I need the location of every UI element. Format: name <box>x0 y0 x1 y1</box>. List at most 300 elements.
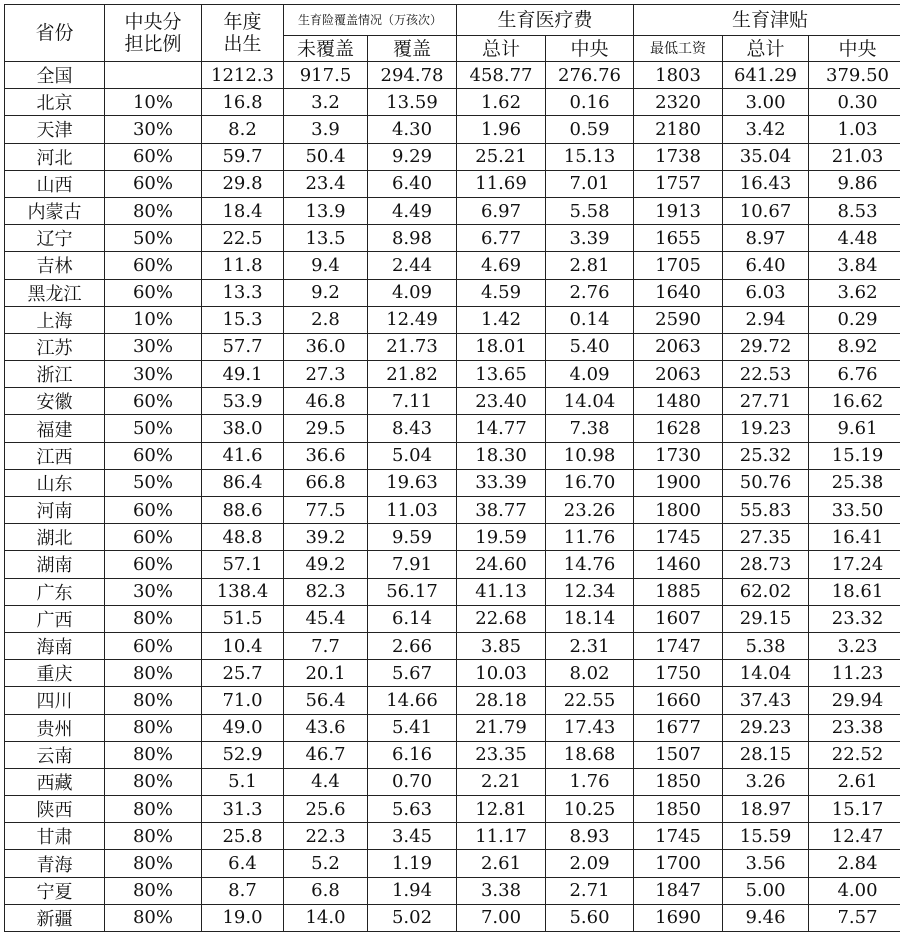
medical-central-cell: 17.43 <box>546 714 634 741</box>
table-header <box>5 5 900 62</box>
allowance-central-cell: 3.84 <box>809 252 900 279</box>
table-row <box>5 497 900 524</box>
header-annual-births <box>202 5 284 62</box>
table-row <box>5 877 900 904</box>
insurance-uncovered-cell: 14.0 <box>284 904 368 931</box>
central-share-cell: 80% <box>105 796 202 823</box>
medical-total-cell: 28.18 <box>457 687 546 714</box>
annual-births-cell: 6.4 <box>202 850 284 877</box>
medical-total-cell: 6.77 <box>457 225 546 252</box>
allowance-total-cell: 22.53 <box>723 361 809 388</box>
table-row <box>5 442 900 469</box>
header-insurance-uncovered: 未覆盖 <box>284 36 368 62</box>
annual-births-cell: 59.7 <box>202 143 284 170</box>
allowance-central-cell: 8.92 <box>809 333 900 360</box>
header-insurance-covered: 覆盖 <box>368 36 457 62</box>
insurance-covered-cell: 2.66 <box>368 632 457 659</box>
min-wage-cell: 2180 <box>634 116 723 143</box>
min-wage-cell: 1850 <box>634 796 723 823</box>
allowance-central-cell: 16.41 <box>809 524 900 551</box>
min-wage-cell: 1677 <box>634 714 723 741</box>
insurance-covered-cell: 7.91 <box>368 551 457 578</box>
allowance-total-cell: 10.67 <box>723 197 809 224</box>
central-share-cell: 80% <box>105 741 202 768</box>
annual-births-cell: 11.8 <box>202 252 284 279</box>
min-wage-cell: 1745 <box>634 524 723 551</box>
province-cell: 内蒙古 <box>5 197 105 224</box>
province-cell: 贵州 <box>5 714 105 741</box>
province-cell: 宁夏 <box>5 877 105 904</box>
medical-total-cell: 2.61 <box>457 850 546 877</box>
min-wage-cell: 1690 <box>634 904 723 931</box>
province-cell: 青海 <box>5 850 105 877</box>
insurance-uncovered-cell: 27.3 <box>284 361 368 388</box>
medical-central-cell: 5.58 <box>546 197 634 224</box>
insurance-covered-cell: 0.70 <box>368 768 457 795</box>
province-cell: 天津 <box>5 116 105 143</box>
header-medical-total: 总计 <box>457 36 546 62</box>
medical-total-cell: 2.21 <box>457 768 546 795</box>
allowance-central-cell: 0.29 <box>809 306 900 333</box>
medical-central-cell: 1.76 <box>546 768 634 795</box>
table-row <box>5 252 900 279</box>
min-wage-cell: 1750 <box>634 660 723 687</box>
allowance-total-cell: 62.02 <box>723 578 809 605</box>
medical-total-cell: 11.69 <box>457 170 546 197</box>
province-cell: 福建 <box>5 415 105 442</box>
central-share-cell: 60% <box>105 279 202 306</box>
header-annual-births-line2: 出生 <box>223 33 262 55</box>
insurance-uncovered-cell: 6.8 <box>284 877 368 904</box>
medical-central-cell: 18.68 <box>546 741 634 768</box>
table-row <box>5 89 900 116</box>
table-row <box>5 660 900 687</box>
table-row <box>5 116 900 143</box>
min-wage-cell: 2320 <box>634 89 723 116</box>
min-wage-cell: 1885 <box>634 578 723 605</box>
medical-central-cell: 8.93 <box>546 823 634 850</box>
allowance-total-cell: 6.40 <box>723 252 809 279</box>
central-share-cell: 30% <box>105 116 202 143</box>
allowance-central-cell: 12.47 <box>809 823 900 850</box>
medical-central-cell: 2.09 <box>546 850 634 877</box>
allowance-central-cell: 16.62 <box>809 388 900 415</box>
annual-births-cell: 5.1 <box>202 768 284 795</box>
header-medical-central: 中央 <box>546 36 634 62</box>
insurance-covered-cell: 4.09 <box>368 279 457 306</box>
medical-central-cell: 5.40 <box>546 333 634 360</box>
insurance-covered-cell: 1.19 <box>368 850 457 877</box>
min-wage-cell: 1847 <box>634 877 723 904</box>
allowance-central-cell: 2.61 <box>809 768 900 795</box>
table-row <box>5 578 900 605</box>
header-allowance-total: 总计 <box>723 36 809 62</box>
medical-central-cell: 276.76 <box>546 62 634 89</box>
medical-central-cell: 0.16 <box>546 89 634 116</box>
insurance-uncovered-cell: 3.9 <box>284 116 368 143</box>
insurance-covered-cell: 2.44 <box>368 252 457 279</box>
central-share-cell: 60% <box>105 143 202 170</box>
insurance-covered-cell: 4.30 <box>368 116 457 143</box>
insurance-uncovered-cell: 50.4 <box>284 143 368 170</box>
medical-central-cell: 0.14 <box>546 306 634 333</box>
table-body <box>5 62 900 932</box>
insurance-uncovered-cell: 77.5 <box>284 497 368 524</box>
table-row <box>5 823 900 850</box>
medical-central-cell: 0.59 <box>546 116 634 143</box>
province-cell: 江西 <box>5 442 105 469</box>
table-row <box>5 361 900 388</box>
medical-total-cell: 22.68 <box>457 605 546 632</box>
min-wage-cell: 1640 <box>634 279 723 306</box>
insurance-uncovered-cell: 45.4 <box>284 605 368 632</box>
insurance-uncovered-cell: 9.2 <box>284 279 368 306</box>
central-share-cell: 50% <box>105 469 202 496</box>
insurance-uncovered-cell: 39.2 <box>284 524 368 551</box>
allowance-central-cell: 22.52 <box>809 741 900 768</box>
allowance-central-cell: 6.76 <box>809 361 900 388</box>
medical-central-cell: 2.76 <box>546 279 634 306</box>
province-cell: 河南 <box>5 497 105 524</box>
annual-births-cell: 10.4 <box>202 632 284 659</box>
medical-total-cell: 14.77 <box>457 415 546 442</box>
central-share-cell: 80% <box>105 197 202 224</box>
annual-births-cell: 38.0 <box>202 415 284 442</box>
medical-central-cell: 16.70 <box>546 469 634 496</box>
insurance-covered-cell: 1.94 <box>368 877 457 904</box>
min-wage-cell: 1480 <box>634 388 723 415</box>
medical-total-cell: 24.60 <box>457 551 546 578</box>
allowance-total-cell: 50.76 <box>723 469 809 496</box>
insurance-covered-cell: 6.16 <box>368 741 457 768</box>
allowance-total-cell: 2.94 <box>723 306 809 333</box>
annual-births-cell: 49.0 <box>202 714 284 741</box>
annual-births-cell: 25.8 <box>202 823 284 850</box>
province-cell: 浙江 <box>5 361 105 388</box>
annual-births-cell: 31.3 <box>202 796 284 823</box>
annual-births-cell: 8.2 <box>202 116 284 143</box>
province-cell: 海南 <box>5 632 105 659</box>
table-row <box>5 197 900 224</box>
central-share-cell: 10% <box>105 306 202 333</box>
annual-births-cell: 13.3 <box>202 279 284 306</box>
province-cell: 河北 <box>5 143 105 170</box>
table-row <box>5 605 900 632</box>
province-cell: 广东 <box>5 578 105 605</box>
min-wage-cell: 1800 <box>634 497 723 524</box>
insurance-covered-cell: 9.29 <box>368 143 457 170</box>
province-cell: 广西 <box>5 605 105 632</box>
allowance-central-cell: 3.23 <box>809 632 900 659</box>
min-wage-cell: 1745 <box>634 823 723 850</box>
header-province: 省份 <box>5 5 105 62</box>
annual-births-cell: 57.1 <box>202 551 284 578</box>
table-row <box>5 850 900 877</box>
allowance-central-cell: 8.53 <box>809 197 900 224</box>
insurance-uncovered-cell: 46.8 <box>284 388 368 415</box>
allowance-central-cell: 25.38 <box>809 469 900 496</box>
allowance-central-cell: 3.62 <box>809 279 900 306</box>
min-wage-cell: 1705 <box>634 252 723 279</box>
central-share-cell: 80% <box>105 823 202 850</box>
central-share-cell: 60% <box>105 170 202 197</box>
medical-total-cell: 23.40 <box>457 388 546 415</box>
min-wage-cell: 2590 <box>634 306 723 333</box>
insurance-covered-cell: 5.67 <box>368 660 457 687</box>
allowance-central-cell: 11.23 <box>809 660 900 687</box>
allowance-central-cell: 0.30 <box>809 89 900 116</box>
header-insurance-group: 生育险覆盖情况（万孩次） <box>284 5 457 36</box>
central-share-cell: 50% <box>105 225 202 252</box>
header-central-share-line1: 中央分 <box>124 11 182 33</box>
province-cell: 陕西 <box>5 796 105 823</box>
insurance-covered-cell: 11.03 <box>368 497 457 524</box>
insurance-uncovered-cell: 23.4 <box>284 170 368 197</box>
medical-total-cell: 7.00 <box>457 904 546 931</box>
insurance-uncovered-cell: 3.2 <box>284 89 368 116</box>
allowance-total-cell: 6.03 <box>723 279 809 306</box>
medical-central-cell: 7.01 <box>546 170 634 197</box>
allowance-total-cell: 14.04 <box>723 660 809 687</box>
allowance-total-cell: 5.00 <box>723 877 809 904</box>
insurance-uncovered-cell: 4.4 <box>284 768 368 795</box>
medical-central-cell: 8.02 <box>546 660 634 687</box>
table-row <box>5 388 900 415</box>
medical-total-cell: 458.77 <box>457 62 546 89</box>
insurance-uncovered-cell: 13.5 <box>284 225 368 252</box>
allowance-total-cell: 3.26 <box>723 768 809 795</box>
insurance-uncovered-cell: 2.8 <box>284 306 368 333</box>
allowance-total-cell: 55.83 <box>723 497 809 524</box>
province-cell: 安徽 <box>5 388 105 415</box>
annual-births-cell: 18.4 <box>202 197 284 224</box>
allowance-central-cell: 9.61 <box>809 415 900 442</box>
central-share-cell: 50% <box>105 415 202 442</box>
insurance-covered-cell: 6.40 <box>368 170 457 197</box>
medical-total-cell: 10.03 <box>457 660 546 687</box>
medical-total-cell: 3.38 <box>457 877 546 904</box>
medical-central-cell: 2.31 <box>546 632 634 659</box>
annual-births-cell: 29.8 <box>202 170 284 197</box>
central-share-cell: 30% <box>105 333 202 360</box>
annual-births-cell: 22.5 <box>202 225 284 252</box>
allowance-central-cell: 4.00 <box>809 877 900 904</box>
insurance-uncovered-cell: 46.7 <box>284 741 368 768</box>
annual-births-cell: 16.8 <box>202 89 284 116</box>
table-row <box>5 632 900 659</box>
maternity-cost-table <box>4 4 900 932</box>
medical-total-cell: 21.79 <box>457 714 546 741</box>
medical-total-cell: 38.77 <box>457 497 546 524</box>
insurance-uncovered-cell: 917.5 <box>284 62 368 89</box>
central-share-cell: 60% <box>105 252 202 279</box>
insurance-uncovered-cell: 29.5 <box>284 415 368 442</box>
min-wage-cell: 1747 <box>634 632 723 659</box>
province-cell: 山西 <box>5 170 105 197</box>
medical-total-cell: 1.96 <box>457 116 546 143</box>
allowance-central-cell: 1.03 <box>809 116 900 143</box>
min-wage-cell: 1803 <box>634 62 723 89</box>
table-row <box>5 415 900 442</box>
allowance-central-cell: 23.32 <box>809 605 900 632</box>
min-wage-cell: 1738 <box>634 143 723 170</box>
annual-births-cell: 138.4 <box>202 578 284 605</box>
central-share-cell: 80% <box>105 687 202 714</box>
medical-total-cell: 23.35 <box>457 741 546 768</box>
allowance-central-cell: 7.57 <box>809 904 900 931</box>
central-share-cell <box>105 62 202 89</box>
medical-total-cell: 18.01 <box>457 333 546 360</box>
table-row <box>5 143 900 170</box>
table-row <box>5 551 900 578</box>
allowance-total-cell: 18.97 <box>723 796 809 823</box>
min-wage-cell: 1850 <box>634 768 723 795</box>
annual-births-cell: 41.6 <box>202 442 284 469</box>
allowance-total-cell: 15.59 <box>723 823 809 850</box>
allowance-central-cell: 21.03 <box>809 143 900 170</box>
allowance-total-cell: 25.32 <box>723 442 809 469</box>
insurance-covered-cell: 5.63 <box>368 796 457 823</box>
medical-central-cell: 2.71 <box>546 877 634 904</box>
province-cell: 北京 <box>5 89 105 116</box>
allowance-total-cell: 8.97 <box>723 225 809 252</box>
min-wage-cell: 1757 <box>634 170 723 197</box>
insurance-uncovered-cell: 13.9 <box>284 197 368 224</box>
header-allowance-central: 中央 <box>809 36 900 62</box>
medical-total-cell: 41.13 <box>457 578 546 605</box>
annual-births-cell: 49.1 <box>202 361 284 388</box>
allowance-central-cell: 379.50 <box>809 62 900 89</box>
medical-total-cell: 1.62 <box>457 89 546 116</box>
insurance-uncovered-cell: 25.6 <box>284 796 368 823</box>
insurance-covered-cell: 4.49 <box>368 197 457 224</box>
table-row <box>5 279 900 306</box>
min-wage-cell: 1655 <box>634 225 723 252</box>
allowance-total-cell: 641.29 <box>723 62 809 89</box>
insurance-uncovered-cell: 56.4 <box>284 687 368 714</box>
medical-central-cell: 2.81 <box>546 252 634 279</box>
allowance-total-cell: 3.00 <box>723 89 809 116</box>
medical-central-cell: 15.13 <box>546 143 634 170</box>
central-share-cell: 80% <box>105 660 202 687</box>
medical-central-cell: 12.34 <box>546 578 634 605</box>
central-share-cell: 80% <box>105 850 202 877</box>
allowance-total-cell: 37.43 <box>723 687 809 714</box>
medical-central-cell: 7.38 <box>546 415 634 442</box>
header-central-share-line2: 担比例 <box>124 33 182 55</box>
province-cell: 西藏 <box>5 768 105 795</box>
central-share-cell: 30% <box>105 361 202 388</box>
province-cell: 辽宁 <box>5 225 105 252</box>
insurance-covered-cell: 8.98 <box>368 225 457 252</box>
central-share-cell: 60% <box>105 524 202 551</box>
insurance-covered-cell: 19.63 <box>368 469 457 496</box>
insurance-uncovered-cell: 9.4 <box>284 252 368 279</box>
insurance-covered-cell: 3.45 <box>368 823 457 850</box>
medical-total-cell: 4.59 <box>457 279 546 306</box>
insurance-covered-cell: 21.73 <box>368 333 457 360</box>
min-wage-cell: 1607 <box>634 605 723 632</box>
allowance-total-cell: 9.46 <box>723 904 809 931</box>
medical-total-cell: 13.65 <box>457 361 546 388</box>
medical-central-cell: 4.09 <box>546 361 634 388</box>
table-row <box>5 469 900 496</box>
province-cell: 吉林 <box>5 252 105 279</box>
medical-total-cell: 18.30 <box>457 442 546 469</box>
allowance-central-cell: 9.86 <box>809 170 900 197</box>
table-row <box>5 333 900 360</box>
allowance-central-cell: 15.17 <box>809 796 900 823</box>
insurance-covered-cell: 5.04 <box>368 442 457 469</box>
medical-central-cell: 11.76 <box>546 524 634 551</box>
min-wage-cell: 1730 <box>634 442 723 469</box>
header-medical-group: 生育医疗费 <box>457 5 634 36</box>
table-row <box>5 687 900 714</box>
central-share-cell: 80% <box>105 714 202 741</box>
insurance-uncovered-cell: 66.8 <box>284 469 368 496</box>
insurance-covered-cell: 5.41 <box>368 714 457 741</box>
allowance-total-cell: 29.72 <box>723 333 809 360</box>
insurance-covered-cell: 56.17 <box>368 578 457 605</box>
medical-central-cell: 22.55 <box>546 687 634 714</box>
medical-central-cell: 14.04 <box>546 388 634 415</box>
central-share-cell: 60% <box>105 551 202 578</box>
annual-births-cell: 15.3 <box>202 306 284 333</box>
allowance-central-cell: 15.19 <box>809 442 900 469</box>
province-cell: 上海 <box>5 306 105 333</box>
annual-births-cell: 48.8 <box>202 524 284 551</box>
allowance-total-cell: 28.73 <box>723 551 809 578</box>
min-wage-cell: 2063 <box>634 361 723 388</box>
province-cell: 四川 <box>5 687 105 714</box>
central-share-cell: 60% <box>105 388 202 415</box>
province-cell: 全国 <box>5 62 105 89</box>
allowance-central-cell: 4.48 <box>809 225 900 252</box>
medical-central-cell: 10.98 <box>546 442 634 469</box>
medical-central-cell: 10.25 <box>546 796 634 823</box>
insurance-uncovered-cell: 49.2 <box>284 551 368 578</box>
medical-total-cell: 12.81 <box>457 796 546 823</box>
province-cell: 甘肃 <box>5 823 105 850</box>
table-row <box>5 306 900 333</box>
medical-central-cell: 23.26 <box>546 497 634 524</box>
insurance-covered-cell: 7.11 <box>368 388 457 415</box>
annual-births-cell: 53.9 <box>202 388 284 415</box>
allowance-total-cell: 28.15 <box>723 741 809 768</box>
allowance-total-cell: 35.04 <box>723 143 809 170</box>
medical-total-cell: 33.39 <box>457 469 546 496</box>
central-share-cell: 80% <box>105 768 202 795</box>
medical-total-cell: 3.85 <box>457 632 546 659</box>
insurance-uncovered-cell: 22.3 <box>284 823 368 850</box>
annual-births-cell: 88.6 <box>202 497 284 524</box>
annual-births-cell: 51.5 <box>202 605 284 632</box>
insurance-covered-cell: 14.66 <box>368 687 457 714</box>
annual-births-cell: 25.7 <box>202 660 284 687</box>
medical-central-cell: 3.39 <box>546 225 634 252</box>
allowance-total-cell: 5.38 <box>723 632 809 659</box>
medical-total-cell: 11.17 <box>457 823 546 850</box>
insurance-uncovered-cell: 7.7 <box>284 632 368 659</box>
central-share-cell: 10% <box>105 89 202 116</box>
insurance-uncovered-cell: 43.6 <box>284 714 368 741</box>
province-cell: 云南 <box>5 741 105 768</box>
annual-births-cell: 52.9 <box>202 741 284 768</box>
annual-births-cell: 71.0 <box>202 687 284 714</box>
min-wage-cell: 1628 <box>634 415 723 442</box>
min-wage-cell: 1700 <box>634 850 723 877</box>
allowance-central-cell: 23.38 <box>809 714 900 741</box>
